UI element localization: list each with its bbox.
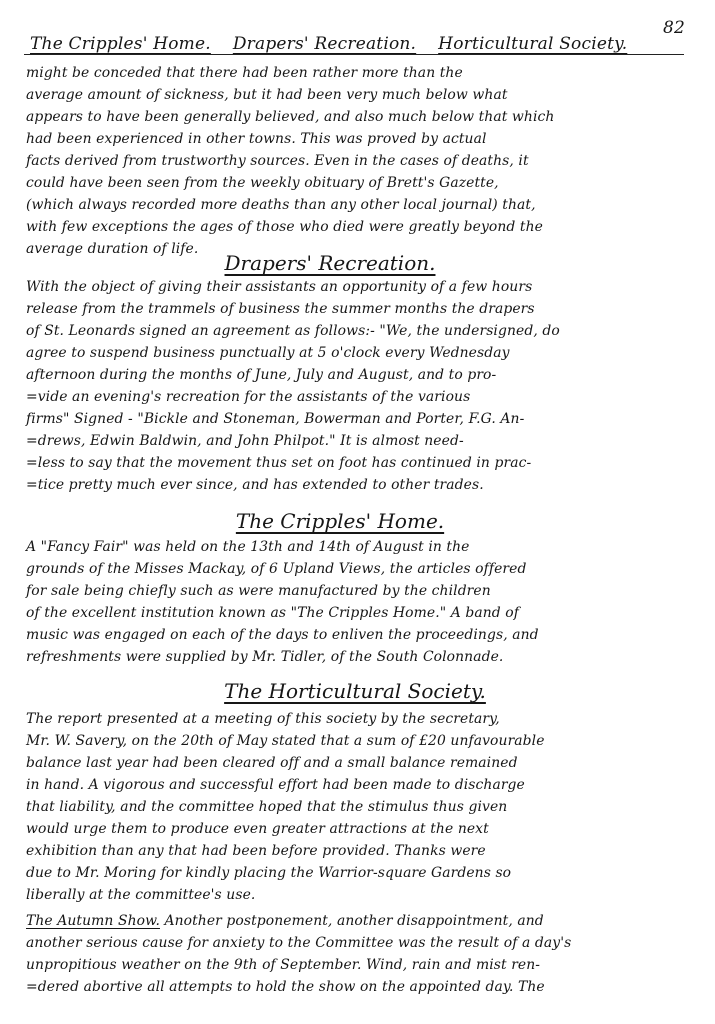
text-line: for sale being chiefly such as were manufactured by the children bbox=[26, 583, 491, 599]
text-line: Mr. W. Savery, on the 20th of May stated that a sum of £20 unfavourable bbox=[26, 733, 545, 749]
text-line: in hand. A vigorous and successful effort had been made to discharge bbox=[26, 777, 525, 793]
text-line: due to Mr. Moring for kindly placing the Warrior-square Gardens so bbox=[26, 865, 512, 881]
text-line: liberally at the committee's use. bbox=[26, 887, 256, 903]
text-line: average amount of sickness, but it had been very much below what bbox=[26, 87, 508, 103]
header-title-cripples: The Cripples' Home. bbox=[30, 34, 211, 54]
text-line: appears to have been generally believed, and also much below that which bbox=[26, 109, 555, 125]
header-rule bbox=[24, 54, 684, 55]
horticultural-paragraph bbox=[26, 708, 690, 906]
page-header bbox=[30, 18, 685, 54]
text-line: grounds of the Misses Mackay, of 6 Upland Views, the articles offered bbox=[26, 561, 527, 577]
text-line: of St. Leonards signed an agreement as follows:- "We, the undersigned, do bbox=[26, 323, 560, 339]
text-line: balance last year had been cleared off and a small balance remained bbox=[26, 755, 518, 771]
intro-paragraph bbox=[26, 62, 690, 260]
text-line: average duration of life. bbox=[26, 241, 199, 257]
text-line: =drews, Edwin Baldwin, and John Philpot." It is almost need- bbox=[26, 433, 464, 449]
text-line: A "Fancy Fair" was held on the 13th and 14th of August in the bbox=[26, 539, 470, 555]
text-line: firms" Signed - "Bickle and Stoneman, Bowerman and Porter, F.G. An- bbox=[26, 411, 525, 427]
text-line: would urge them to produce even greater attractions at the next bbox=[26, 821, 489, 837]
text-line: that liability, and the committee hoped that the stimulus thus given bbox=[26, 799, 508, 815]
text-line: afternoon during the months of June, July and August, and to pro- bbox=[26, 367, 497, 383]
autumn-show-paragraph bbox=[26, 910, 690, 998]
text-line: =dered abortive all attempts to hold the show on the appointed day. The bbox=[26, 979, 545, 995]
header-title-drapers: Drapers' Recreation. bbox=[232, 34, 417, 54]
header-title-horticultural: Horticultural Society. bbox=[438, 34, 628, 54]
text-line: another serious cause for anxiety to the Committee was the result of a day's bbox=[26, 935, 572, 951]
text-line: might be conceded that there had been rather more than the bbox=[26, 65, 463, 81]
text-line: =vide an evening's recreation for the assistants of the various bbox=[26, 389, 471, 405]
text-line: unpropitious weather on the 9th of September. Wind, rain and mist ren- bbox=[26, 957, 541, 973]
drapers-paragraph bbox=[26, 276, 690, 496]
text-line: =tice pretty much ever since, and has extended to other trades. bbox=[26, 477, 484, 493]
text-line: of the excellent institution known as "The Cripples Home." A band of bbox=[26, 605, 520, 621]
text-line: with few exceptions the ages of those who died were greatly beyond the bbox=[26, 219, 543, 235]
text-line: exhibition than any that had been before provided. Thanks were bbox=[26, 843, 486, 859]
text-line: The report presented at a meeting of this society by the secretary, bbox=[26, 711, 500, 727]
page-number: 82 bbox=[662, 18, 685, 38]
text-fragment: Another postponement, another disappointment, and bbox=[164, 913, 544, 929]
cripples-paragraph bbox=[26, 536, 690, 668]
text-line: (which always recorded more deaths than any other local journal) that, bbox=[26, 197, 536, 213]
text-line: With the object of giving their assistants an opportunity of a few hours bbox=[26, 279, 533, 295]
heading-cripples-home: The Cripples' Home. bbox=[235, 509, 445, 533]
subheading-autumn-show: The Autumn Show. bbox=[26, 913, 160, 929]
text-line: could have been seen from the weekly obituary of Brett's Gazette, bbox=[26, 175, 499, 191]
text-line: had been experienced in other towns. This was proved by actual bbox=[26, 131, 487, 147]
text-line: facts derived from trustworthy sources. Even in the cases of deaths, it bbox=[26, 153, 529, 169]
text-line: refreshments were supplied by Mr. Tidler, of the South Colonnade. bbox=[26, 649, 504, 665]
text-line: agree to suspend business punctually at 5 o'clock every Wednesday bbox=[26, 345, 510, 361]
text-line bbox=[26, 910, 690, 932]
text-line: music was engaged on each of the days to enliven the proceedings, and bbox=[26, 627, 539, 643]
heading-horticultural-society: The Horticultural Society. bbox=[224, 679, 486, 703]
text-line: release from the trammels of business the summer months the drapers bbox=[26, 301, 535, 317]
text-line: =less to say that the movement thus set on foot has continued in prac- bbox=[26, 455, 532, 471]
heading-drapers-recreation: Drapers' Recreation. bbox=[224, 251, 436, 275]
